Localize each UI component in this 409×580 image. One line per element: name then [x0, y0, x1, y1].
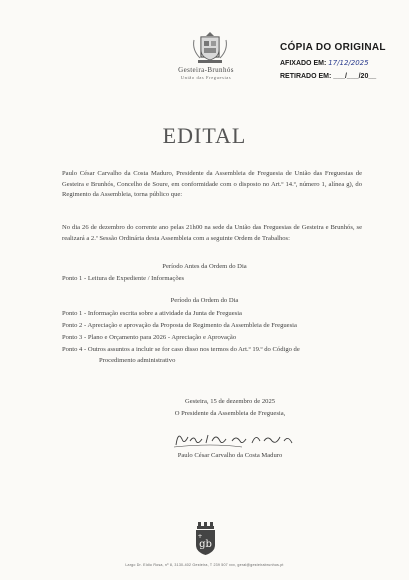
municipal-crest-icon — [190, 30, 230, 64]
section-before-agenda-title: Período Antes da Ordem do Dia — [162, 263, 247, 270]
agenda-item: Ponto 4 - Outros assuntos a incluir se for caso disso nos termos do Art.º 19.º do Código de — [62, 346, 300, 353]
document-title: EDITAL — [162, 123, 247, 148]
copy-stamp — [280, 42, 405, 80]
svg-text:gb: gb — [199, 539, 212, 550]
agenda-item: Ponto 1 - Informação escrita sobre a atividade da Junta de Freguesia — [62, 310, 242, 317]
session-paragraph: No dia 26 de dezembro do corrente ano pelas 21h00 na sede da União das Freguesias de Gesteira e Brunhós, se realizará a 2.ª Sessão Ordinária desta Assembleia com a seguinte Ordem de Trabalhos: — [62, 224, 362, 242]
stamp-title: CÓPIA DO ORIGINAL — [280, 42, 386, 53]
handwritten-signature — [172, 429, 302, 449]
place-date: Gesteira, 15 de dezembro de 2025 — [184, 398, 276, 405]
stamp-removed-line — [280, 73, 405, 80]
agenda-item: Ponto 3 - Plano e Orçamento para 2026 - Apreciação e Aprovação — [62, 334, 237, 341]
stamp-removed-label: RETIRADO EM: — [280, 73, 332, 80]
agenda-item: Ponto 2 - Apreciação e aprovação da Proposta de Regimento da Assembleia de Freguesia — [62, 322, 297, 329]
footer-crest-icon — [193, 521, 218, 556]
agenda-item-continuation: Procedimento administrativo — [99, 357, 176, 364]
svg-text:+: + — [197, 533, 203, 540]
stamp-posted-value: 17/12/2025 — [328, 59, 369, 67]
entity-name: Gesteira-Brunhós — [178, 66, 234, 74]
signer-role: O Presidente da Assembleia de Freguesia, — [174, 410, 286, 417]
entity-subtitle: União das Freguesias — [180, 75, 232, 80]
signer-name: Paulo César Carvalho da Costa Maduro — [177, 452, 283, 459]
stamp-posted-line — [280, 59, 405, 67]
agenda-item: Ponto 1 - Leitura de Expediente / Informações — [62, 275, 185, 282]
section-agenda-title: Período da Ordem do Dia — [170, 297, 239, 304]
stamp-removed-value: ___/___/20__ — [333, 73, 377, 80]
stamp-posted-label: AFIXADO EM: — [280, 60, 327, 67]
footer-address: Largo Dr. Eldio Rosa, nº 8, 3130-402 Gesteira, T 239 507 xxx, geral@gesteirabrunhos.pt — [125, 563, 284, 567]
intro-paragraph: Paulo César Carvalho da Costa Maduro, Presidente da Assembleia de Freguesia de União das Freguesias de Gesteira e Brunhós, Concelho de Soure, em conformidade com o disposto no Art.º 14.º, número 1, alínea g), do Regimento da Assembleia, torna público que: — [62, 170, 362, 199]
